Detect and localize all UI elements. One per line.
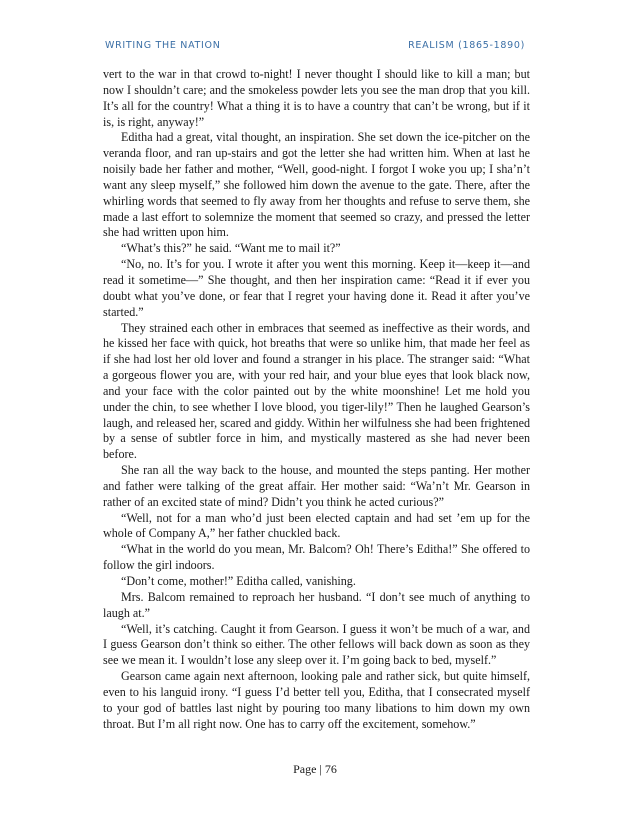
paragraph: “What’s this?” he said. “Want me to mail it?” (121, 241, 341, 256)
header-left-title: WRITING THE NATION (105, 40, 221, 51)
header-right-title: REALISM (1865-1890) (408, 40, 525, 51)
running-header (105, 40, 525, 51)
paragraph: “No, no. It’s for you. I wrote it after you went this morning. Keep it—keep it—and read it sometime—” She thought, and then her inspiration came: “Read it if ever you doubt what you’ve done, or fear that I regret your having done it. Read it after you’ve started.” (103, 257, 530, 319)
paragraph: “Well, not for a man who’d just been elected captain and had set ’em up for the whole of Company A,” her father chuckled back. (103, 510, 530, 541)
paragraph: Gearson came again next afternoon, looking pale and rather sick, but quite himself, even to his languid irony. “I guess I’d better tell you, Editha, that I consecrated myself to your god of battles last night by pouring too many libations to him down my own throat. But I’m all right now. One has to carry off the excitement, somehow.” (103, 669, 530, 731)
paragraph: Editha had a great, vital thought, an inspiration. She set down the ice-pitcher on the veranda floor, and ran up-stairs and got the letter she had written him. When at last he noisily bade her father and mother, “Well, good-night. I forgot I woke you up; I sha’n’t want any sleep myself,” she followed him down the avenue to the gate. There, after the whirling words that seemed to fly away from her thoughts and refuse to serve them, she made a last effort to solemnize the moment that seemed so crazy, and pressed the letter she had written upon him. (103, 130, 530, 240)
paragraph: vert to the war in that crowd to-night! I never thought I should like to kill a man; but now I shouldn’t care; and the smokeless powder lets you see the man drop that you kill. It’s all for the country! What a thing it is to have a country that can’t be wrong, but if it is, is right, anyway!” (103, 67, 530, 129)
paragraph: “Don’t come, mother!” Editha called, vanishing. (121, 574, 356, 588)
page-number: Page | 76 (293, 762, 337, 776)
paragraph: “Well, it’s catching. Caught it from Gearson. I guess it won’t be much of a war, and I guess Gearson don’t think so either. The other fellows will back down as soon as they see we mean it. I wouldn’t lose any sleep over it. I’m going back to bed, myself.” (103, 621, 530, 668)
paragraph: Mrs. Balcom remained to reproach her husband. “I don’t see much of anything to laugh at.” (103, 589, 530, 620)
paragraph: They strained each other in embraces that seemed as ineffective as their words, and he kissed her face with quick, hot breaths that were so unlike him, that made her feel as if she had lost her old lover and found a stranger in his place. The stranger said: “What a gorgeous flower you are, with your red hair, and your blue eyes that look black now, and your face with the color painted out by the white moonshine! Let me hold you under the chin, to see whether I love blood, you tiger-lily!” Then he laughed Gearson’s laugh, and released her, scared and giddy. Within her wilfulness she had been frightened by a sense of subtler force in him, and mystically mastered as she had never been before. (103, 320, 530, 462)
body-text (103, 67, 530, 732)
paragraph: She ran all the way back to the house, and mounted the steps panting. Her mother and father were talking of the great affair. Her mother said: “Wa’n’t Mr. Gearson in rather of an excited state of mind? Didn’t you think he acted curious?” (103, 463, 530, 509)
paragraph: “What in the world do you mean, Mr. Balcom? Oh! There’s Editha!” She offered to follow the girl indoors. (103, 542, 530, 573)
